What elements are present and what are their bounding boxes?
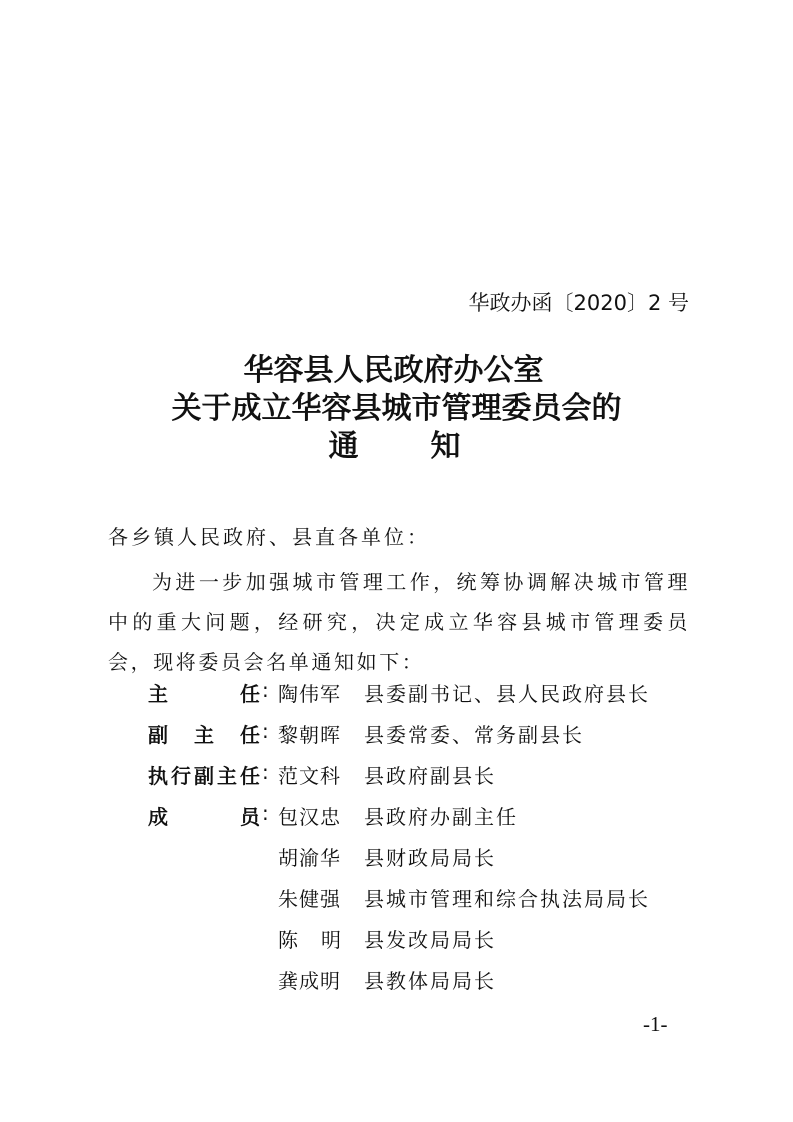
member-title-char: 行 — [171, 764, 191, 788]
member-title-char: 主 — [194, 723, 214, 747]
title-line-3 — [0, 428, 793, 466]
member-role: 县教体局局长 — [364, 969, 496, 993]
member-title-char: 成 — [148, 805, 168, 829]
member-name — [278, 924, 342, 953]
member-role: 县发改局局长 — [364, 928, 496, 952]
title-colon: : — [262, 801, 269, 825]
member-title-char: 执 — [148, 764, 168, 788]
member-title-char: 副 — [194, 764, 214, 788]
page-number: -1- — [643, 1012, 668, 1036]
member-name: 黎朝晖 — [278, 723, 341, 747]
member-name: 朱健强 — [278, 887, 341, 911]
member-role: 县委常委、常务副县长 — [364, 723, 584, 747]
member-role: 县财政局局长 — [364, 846, 496, 870]
member-title — [148, 719, 260, 748]
member-name: 胡渝华 — [278, 846, 341, 870]
member-title — [148, 678, 260, 707]
member-role: 县城市管理和综合执法局局长 — [364, 887, 650, 911]
member-title-char: 主 — [217, 764, 237, 788]
body-paragraph: 为进一步加强城市管理工作，统筹协调解决城市管理中的重大问题，经研究，决定成立华容县城市管理委员会，现将委员会名单通知如下： — [108, 570, 690, 674]
title-line-2: 关于成立华容县城市管理委员会的 — [171, 391, 622, 426]
title-line-1: 华容县人民政府办公室 — [243, 353, 544, 388]
member-title-char: 任 — [240, 723, 260, 747]
title-colon: : — [262, 678, 269, 702]
member-title-char: 副 — [148, 723, 168, 747]
member-title-char: 主 — [148, 682, 168, 706]
document-number: 华政办函〔2020〕2 号 — [468, 291, 689, 315]
title-char: 通 — [328, 429, 359, 464]
member-name: 包汉忠 — [278, 805, 341, 829]
member-role: 县委副书记、县人民政府县长 — [364, 682, 650, 706]
title-char: 知 — [430, 429, 461, 464]
member-name-char: 明 — [321, 928, 342, 952]
member-title — [148, 801, 260, 830]
member-name-char: 陈 — [278, 928, 299, 952]
member-role: 县政府副县长 — [364, 764, 496, 788]
member-name: 范文科 — [278, 764, 341, 788]
member-title-char: 任 — [240, 764, 260, 788]
title-colon: : — [262, 760, 269, 784]
member-title — [148, 760, 260, 789]
document-title — [0, 352, 793, 466]
addressee: 各乡镇人民政府、县直各单位： — [108, 525, 430, 549]
member-title-char: 任 — [240, 682, 260, 706]
member-title-char: 员 — [240, 805, 260, 829]
member-name: 龚成明 — [278, 969, 341, 993]
member-name: 陶伟军 — [278, 682, 341, 706]
title-colon: : — [262, 719, 269, 743]
member-role: 县政府办副主任 — [364, 805, 518, 829]
